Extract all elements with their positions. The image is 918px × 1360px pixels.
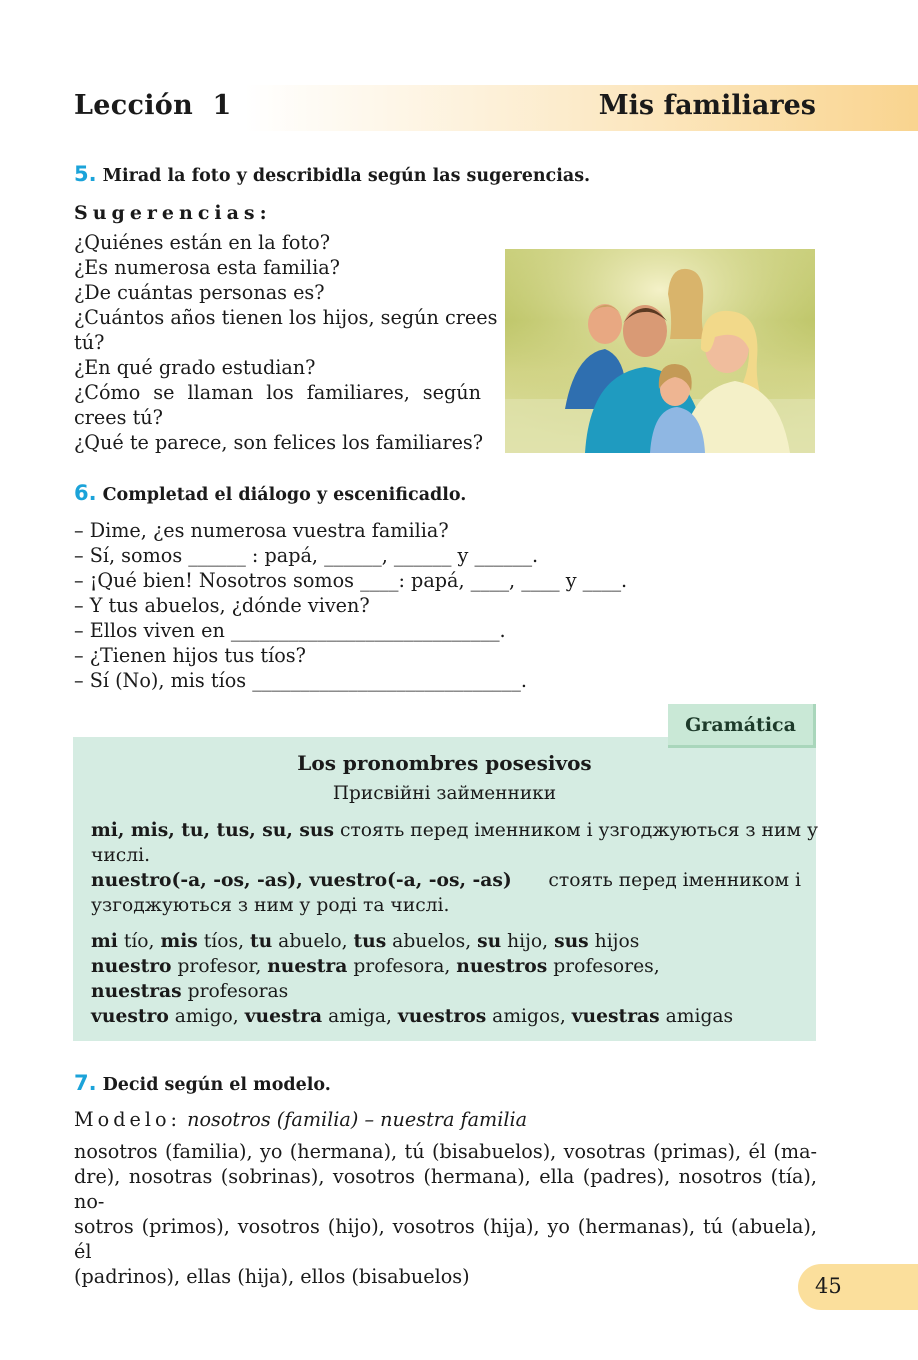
exercise-5-heading [74, 162, 590, 186]
example-pronoun: sus [554, 930, 589, 952]
page-number: 45 [815, 1274, 842, 1298]
question-line: ¿Quiénes están en la foto? [74, 231, 331, 254]
example-line [91, 954, 801, 979]
grammar-subtitle: Присвійні займенники [332, 783, 557, 804]
exercise-7-heading [74, 1071, 331, 1095]
grammar-box [73, 737, 816, 1041]
example-pronoun: vuestras [571, 1005, 660, 1027]
exercise-6-heading [74, 481, 466, 505]
lesson-title: Mis familiares [598, 90, 816, 121]
exercise-instruction: Mirad la foto y describidla según las sugerencias. [102, 166, 591, 186]
grammar-rule-2 [91, 868, 801, 918]
rule-2-text-cont: узгоджуються з ним у роді та числі. [91, 895, 450, 916]
example-pronoun: su [477, 930, 502, 952]
question-line: ¿Cuántos años tienen los hijos, según crees [74, 306, 498, 329]
dialogue-line: – Sí, somos ______ : papá, ______, ______ y ______. [74, 544, 539, 567]
example-noun: profesor, [171, 956, 268, 977]
family-photo [505, 249, 815, 453]
dialogue-line: – Sí (No), mis tíos ____________________________. [74, 669, 527, 692]
rule-1-pronouns: mi, mis, tu, tus, su, sus [91, 819, 335, 841]
rule-2-pronouns: nuestro(-a, -os, -as), vuestro(-a, -os, -as) [91, 869, 512, 891]
example-pronoun: vuestra [244, 1005, 323, 1027]
example-pronoun: nuestro [91, 955, 172, 977]
question-line: ¿Qué te parece, son felices los familiares? [74, 431, 484, 454]
example-noun: amigo, [168, 1006, 245, 1027]
items-line: sotros (primos), vosotros (hijo), vosotros (hija), yo (hermanas), tú (abuela), él [74, 1215, 817, 1263]
question-line: ¿De cuántas personas es? [74, 281, 325, 304]
example-line [91, 929, 801, 954]
example-pronoun: mi [91, 930, 118, 952]
example-pronoun: nuestros [456, 955, 548, 977]
rule-2-text: стоять перед іменником і [548, 870, 801, 891]
example-noun: amiga, [322, 1006, 398, 1027]
example-noun: amigas [659, 1006, 734, 1027]
example-pronoun: tu [250, 930, 273, 952]
header-band [245, 85, 918, 131]
exercise-number: 7. [74, 1071, 97, 1095]
rule-1-text: стоять перед іменником і узгоджуються з ним у [339, 820, 818, 841]
example-noun: profesoras [181, 981, 289, 1002]
grammar-rule-1 [91, 818, 818, 868]
grammar-tab: Gramática [668, 704, 816, 748]
exercise-number: 5. [74, 162, 97, 186]
model-label: Modelo: [74, 1108, 181, 1131]
items-line: (padrinos), ellas (hija), ellos (bisabuelos) [74, 1265, 470, 1288]
question-line: crees tú? [74, 406, 163, 429]
question-list [74, 230, 498, 455]
exercise-instruction: Completad el diálogo y escenificadlo. [102, 485, 467, 505]
exercise-instruction: Decid según el modelo. [102, 1075, 331, 1095]
example-noun: profesora, [347, 956, 457, 977]
family-photo-illustration [505, 249, 815, 453]
dialogue-line: – Ellos viven en ____________________________. [74, 619, 506, 642]
dialogue-line: – ¡Qué bien! Nosotros somos ____: papá, ____, ____ y ____. [74, 569, 628, 592]
grammar-title: Los pronombres posesivos [297, 751, 592, 775]
example-line [91, 979, 801, 1004]
example-line [91, 1004, 801, 1029]
example-pronoun: vuestro [91, 1005, 169, 1027]
lesson-label: Lección 1 [74, 90, 232, 121]
example-noun: hijos [588, 931, 640, 952]
sugerencias-label: Sugerencias: [74, 202, 272, 224]
example-pronoun: nuestra [267, 955, 348, 977]
example-pronoun: nuestras [91, 980, 182, 1002]
example-noun: tío, [117, 931, 161, 952]
dialogue-line: – Y tus abuelos, ¿dónde viven? [74, 594, 370, 617]
example-noun: abuelo, [272, 931, 354, 952]
example-pronoun: vuestros [397, 1005, 487, 1027]
exercise-7-items [74, 1139, 817, 1289]
example-noun: abuelos, [386, 931, 478, 952]
dialogue [74, 518, 774, 693]
items-line: nosotros (familia), yo (hermana), tú (bisabuelos), vosotras (primas), él (ma- [74, 1140, 817, 1163]
items-line: dre), nosotras (sobrinas), vosotros (hermana), ella (padres), nosotros (tía), no- [74, 1165, 817, 1213]
example-noun: profesores, [547, 956, 660, 977]
example-pronoun: mis [160, 930, 198, 952]
question-line: tú? [74, 331, 105, 354]
dialogue-line: – ¿Tienen hijos tus tíos? [74, 644, 306, 667]
example-noun: amigos, [486, 1006, 572, 1027]
question-line: ¿Es numerosa esta familia? [74, 256, 340, 279]
model-line [74, 1108, 527, 1131]
model-example: nosotros (familia) – nuestra familia [187, 1108, 528, 1131]
grammar-examples [91, 929, 801, 1029]
rule-1-text-cont: числі. [91, 845, 151, 866]
question-line: ¿Cómo se llaman los familiares, según [74, 381, 481, 404]
exercise-number: 6. [74, 481, 97, 505]
dialogue-line: – Dime, ¿es numerosa vuestra familia? [74, 519, 449, 542]
question-line: ¿En qué grado estudian? [74, 356, 316, 379]
example-noun: hijo, [501, 931, 555, 952]
example-noun: tíos, [197, 931, 250, 952]
example-pronoun: tus [353, 930, 387, 952]
